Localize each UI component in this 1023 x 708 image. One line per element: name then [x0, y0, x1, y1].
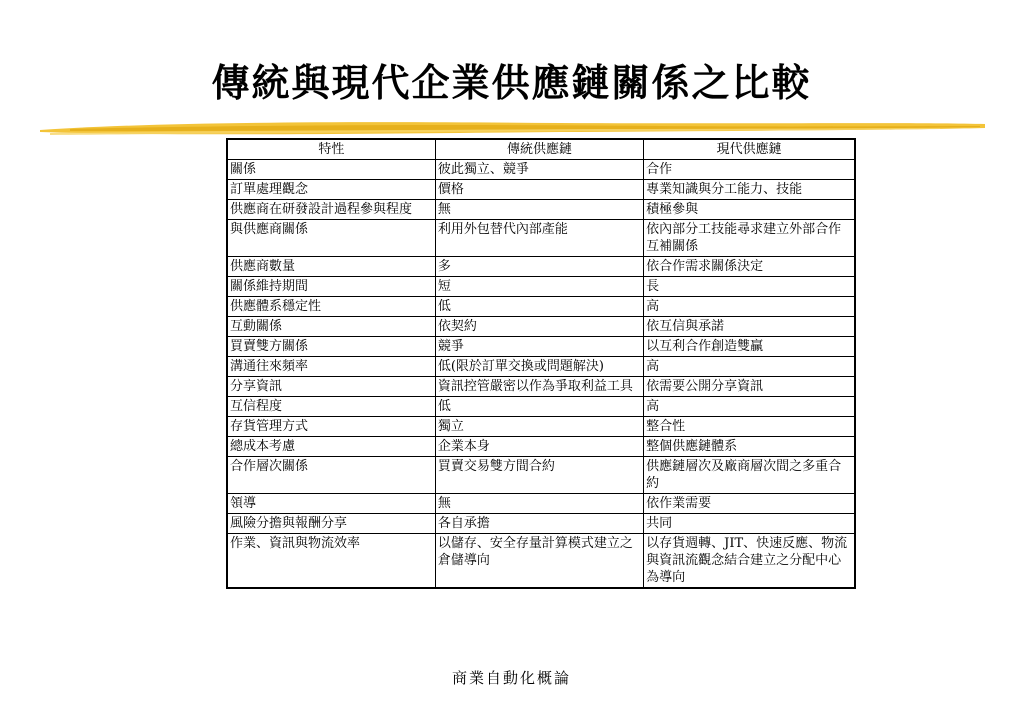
cell-modern: 依合作需求關係決定 [644, 257, 855, 277]
cell-traditional: 企業本身 [435, 437, 643, 457]
cell-modern: 依作業需要 [644, 494, 855, 514]
cell-characteristic: 供應商數量 [227, 257, 435, 277]
cell-modern: 專業知識與分工能力、技能 [644, 180, 855, 200]
cell-traditional: 獨立 [435, 417, 643, 437]
cell-modern: 長 [644, 277, 855, 297]
cell-modern: 高 [644, 397, 855, 417]
table-row [227, 160, 855, 180]
cell-modern: 整個供應鏈體系 [644, 437, 855, 457]
cell-modern: 以存貨週轉、JIT、快速反應、物流與資訊流觀念結合建立之分配中心為導向 [644, 534, 855, 589]
table-row [227, 494, 855, 514]
cell-characteristic: 關係 [227, 160, 435, 180]
cell-modern: 依互信與承諾 [644, 317, 855, 337]
table-row [227, 397, 855, 417]
table-row [227, 200, 855, 220]
cell-traditional: 資訊控管嚴密以作為爭取利益工具 [435, 377, 643, 397]
cell-traditional: 價格 [435, 180, 643, 200]
table-row [227, 337, 855, 357]
table-row [227, 257, 855, 277]
cell-traditional: 多 [435, 257, 643, 277]
cell-traditional: 低 [435, 397, 643, 417]
table-row [227, 277, 855, 297]
cell-modern: 依需要公開分享資訊 [644, 377, 855, 397]
header-modern: 現代供應鏈 [644, 139, 855, 160]
cell-traditional: 無 [435, 200, 643, 220]
brush-stroke-divider [40, 118, 985, 140]
table-row [227, 514, 855, 534]
cell-characteristic: 風險分擔與報酬分享 [227, 514, 435, 534]
table-row [227, 317, 855, 337]
table-row [227, 357, 855, 377]
cell-characteristic: 互動關係 [227, 317, 435, 337]
cell-characteristic: 關係維持期間 [227, 277, 435, 297]
cell-characteristic: 供應商在研發設計過程參與程度 [227, 200, 435, 220]
cell-characteristic: 合作層次關係 [227, 457, 435, 494]
table-row [227, 220, 855, 257]
slide-title: 傳統與現代企業供應鏈關係之比較 [211, 60, 812, 105]
table-row [227, 457, 855, 494]
header-characteristic: 特性 [227, 139, 435, 160]
comparison-table [226, 138, 856, 589]
cell-traditional: 以儲存、安全存量計算模式建立之倉儲導向 [435, 534, 643, 589]
table-row [227, 534, 855, 589]
cell-modern: 以互利合作創造雙贏 [644, 337, 855, 357]
comparison-table-container [226, 138, 856, 589]
cell-characteristic: 供應體系穩定性 [227, 297, 435, 317]
table-row [227, 180, 855, 200]
cell-characteristic: 與供應商關係 [227, 220, 435, 257]
cell-modern: 供應鏈層次及廠商層次間之多重合約 [644, 457, 855, 494]
table-row [227, 437, 855, 457]
cell-traditional: 短 [435, 277, 643, 297]
table-row [227, 417, 855, 437]
cell-traditional: 低(限於訂單交換或問題解決) [435, 357, 643, 377]
cell-modern: 依內部分工技能尋求建立外部合作互補關係 [644, 220, 855, 257]
cell-characteristic: 總成本考慮 [227, 437, 435, 457]
table-header-row [227, 139, 855, 160]
cell-modern: 積極參與 [644, 200, 855, 220]
cell-traditional: 無 [435, 494, 643, 514]
cell-characteristic: 溝通往來頻率 [227, 357, 435, 377]
cell-traditional: 買賣交易雙方間合約 [435, 457, 643, 494]
cell-traditional: 低 [435, 297, 643, 317]
cell-traditional: 競爭 [435, 337, 643, 357]
cell-modern: 高 [644, 297, 855, 317]
cell-characteristic: 作業、資訊與物流效率 [227, 534, 435, 589]
table-row [227, 297, 855, 317]
cell-traditional: 各自承擔 [435, 514, 643, 534]
cell-modern: 高 [644, 357, 855, 377]
cell-traditional: 依契約 [435, 317, 643, 337]
slide-footer: 商業自動化概論 [451, 669, 571, 687]
cell-characteristic: 分享資訊 [227, 377, 435, 397]
cell-characteristic: 互信程度 [227, 397, 435, 417]
cell-characteristic: 存貨管理方式 [227, 417, 435, 437]
cell-characteristic: 訂單處理觀念 [227, 180, 435, 200]
cell-characteristic: 買賣雙方關係 [227, 337, 435, 357]
cell-modern: 共同 [644, 514, 855, 534]
cell-modern: 合作 [644, 160, 855, 180]
cell-traditional: 彼此獨立、競爭 [435, 160, 643, 180]
cell-modern: 整合性 [644, 417, 855, 437]
header-traditional: 傳統供應鏈 [435, 139, 643, 160]
cell-traditional: 利用外包替代內部產能 [435, 220, 643, 257]
cell-characteristic: 領導 [227, 494, 435, 514]
table-row [227, 377, 855, 397]
